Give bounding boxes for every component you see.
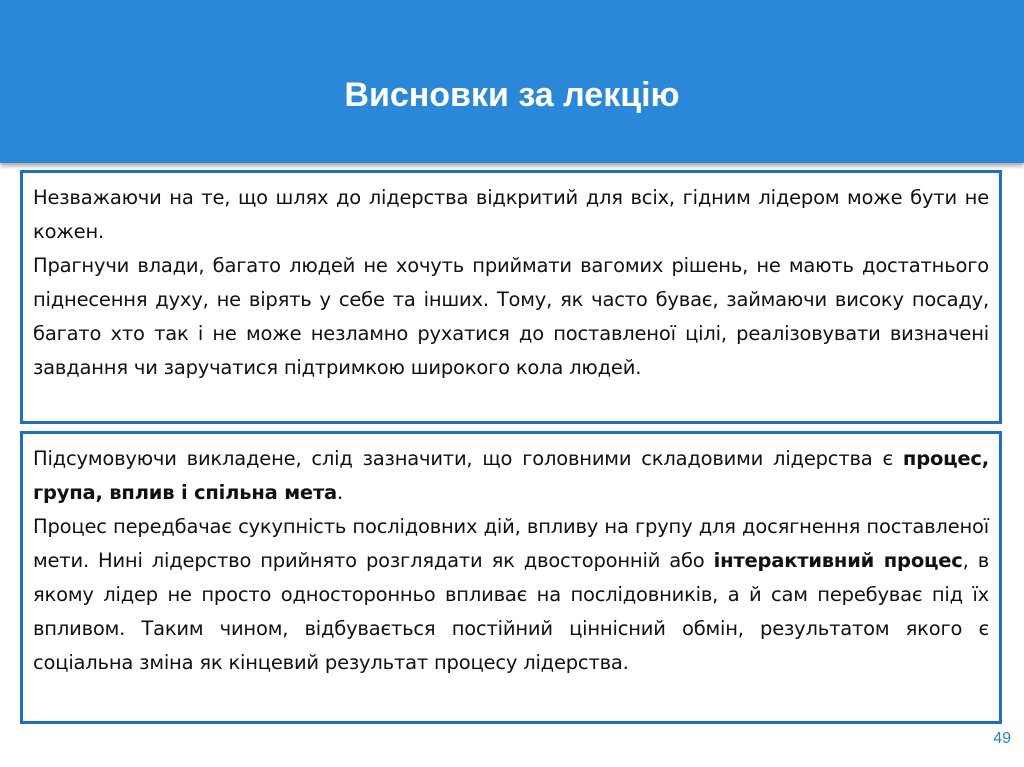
text: , в якому лідер не просто односторонньо впливає на послідовників, а й сам перебуває під їх впливом. Таким чином, відбувається постійний ціннісний обмін, результатом якого є соціальна зміна як кінцевий результат процесу лідерства. bbox=[33, 549, 990, 674]
text: Процес передбачає сукупність послідовних дій, впливу на групу для досягнення поставленої мети. Нині лідерство прийнято розглядати як двосторонній або bbox=[33, 515, 989, 572]
page-number: 49 bbox=[993, 730, 1011, 747]
slide-header bbox=[0, 0, 1024, 163]
text: . bbox=[337, 481, 344, 504]
text: Підсумовуючи викладене, слід зазначити, що головними складовими лідерства є bbox=[33, 447, 903, 470]
bold-text: інтерактивний процес bbox=[713, 549, 963, 572]
bold-text: процес, група, вплив і спільна мета bbox=[33, 447, 989, 504]
slide-title: Висновки за лекцію bbox=[344, 76, 680, 114]
conclusion-box-2 bbox=[20, 431, 1002, 724]
paragraph: Незважаючи на те, що шлях до лідерства відкритий для всіх, гідним лідером може бути не кожен. bbox=[33, 186, 989, 243]
paragraph: Прагнучи влади, багато людей не хочуть приймати вагомих рішень, не мають достатнього піднесення духу, не вірять у себе та інших. Тому, як часто буває, займаючи високу посаду, багато хто так і не може незламно рухатися до поставленої цілі, реалізовувати визначені завдання чи заручатися підтримкою широкого кола людей. bbox=[33, 254, 989, 379]
paragraph bbox=[33, 510, 989, 680]
conclusion-box-1 bbox=[20, 170, 1002, 424]
paragraph bbox=[33, 442, 989, 510]
